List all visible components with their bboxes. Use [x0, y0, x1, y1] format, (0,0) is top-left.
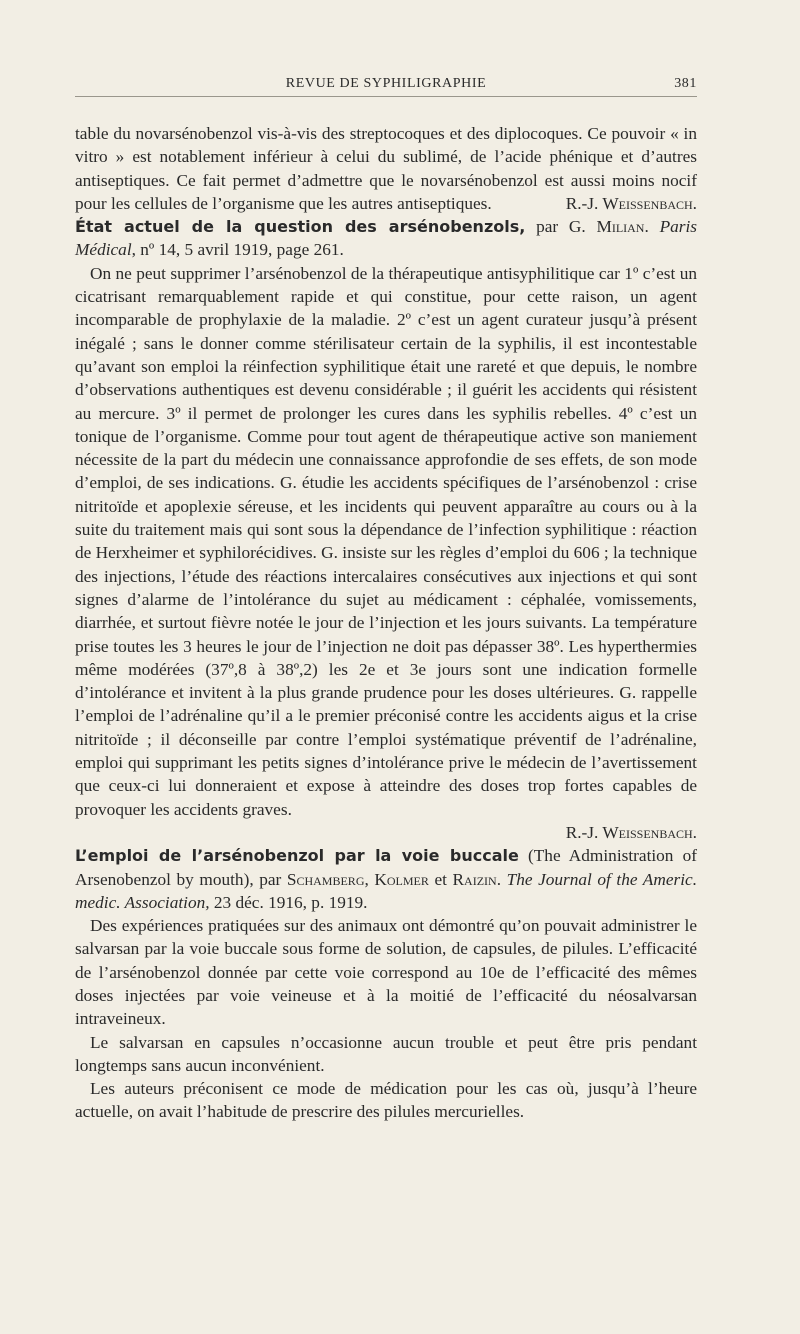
review-paragraph: Des expériences pratiquées sur des animaux ont démontré qu’on pouvait administrer le salvarsan par la voie buccale sous forme de solution, de capsules, de pilules. L’efficacité de l’arsénobenzol donnée par cette voie correspond au 10e de l’efficacité des mêmes doses injectées par voie veineuse et à la moitié de l’efficacité du néosalvarsan intraveineux. — [75, 916, 697, 1029]
review-sep: . — [496, 869, 507, 889]
article-body — [75, 122, 697, 1124]
review-source-details: 23 déc. 1916, p. 1919. — [209, 892, 368, 912]
review-signature: R.-J. Weissenbach. — [565, 822, 697, 842]
review-title: État actuel de la question des arsénobenzols, — [75, 217, 526, 237]
review-paragraph: Le salvarsan en capsules n’occasionne aucun trouble et peut être pris pendant longtemps sans aucun inconvénient. — [75, 1032, 697, 1075]
review-paragraph: Les auteurs préconisent ce mode de médication pour les cas où, jusqu’à l’heure actuelle, on avait l’habitude de prescrire des pilules mercurielles. — [75, 1079, 697, 1122]
review-heading — [75, 215, 697, 262]
page-number: 381 — [674, 76, 697, 91]
review-english-title: (The Administration of Arsenobenzol by mouth), par — [75, 846, 697, 889]
review-title: L’emploi de l’arsénobenzol par la voie buccale — [75, 846, 519, 866]
review-source-details: , nº 14, 5 avril 1919, page 261. — [131, 240, 344, 260]
review-source-journal: Paris Médical — [75, 217, 698, 260]
review-author: Kolmer — [374, 869, 429, 889]
review-sep: , — [364, 869, 375, 889]
journal-title: REVUE DE SYPHILIGRAPHIE — [285, 76, 487, 91]
review-continuation — [75, 122, 697, 215]
review-signature: R.-J. Weissenbach. — [565, 193, 697, 213]
review-paragraph: On ne peut supprimer l’arsénobenzol de la thérapeutique antisyphilitique car 1º c’est un cicatrisant remarquablement rapide et qui constitue, pour cette raison, un agent incomparable de prophylaxie de la maladie. 2º c’est un agent curateur jusqu’à présent inégalé ; sans le donner comme stérilisateur certain de la syphilis, il est incontestable qu’avant son emploi la réinfection syphilitique était une rareté et que depuis, le nombre d’observations authentiques est devenu considérable ; il guérit les accidents qui résistent au mercure. 3º il permet de prolonger les cures dans les syphilis rebelles. 4º c’est un tonique de l’organisme. Comme pour tout agent de thérapeutique active son maniement nécessite de la part du médecin une connaissance approfondie de ses effets, de son mode d’emploi, de ses indications. G. étudie les accidents spécifiques de l’arsénobenzol : crise nitritoïde et apoplexie séreuse, et les incidents qui peuvent apparaître au cours ou à la suite du traitement mais qui sont sous la dépendance de l’infection syphilitique : réaction de Herxheimer et syphilorécidives. G. insiste sur les règles d’emploi du 606 ; la technique des injections, l’étude des réactions intercalaires consécutives aux injections et qui sont signes d’alarme de l’intolérance du sujet au médicament : céphalée, vomissements, diarrhée, et surtout fièvre notée le jour de l’injection et les jours suivants. La température prise toutes les 3 heures le jour de l’injection ne doit pas dépasser 38º. Les hyperthermies même modérées (37º,8 à 38º,2) les 2e et 3e jours sont une indication formelle d’intolérance et invitent à la plus grande prudence pour les doses ultérieures. G. rappelle l’emploi de l’adrénaline qu’il a le premier préconisé contre les accidents aigus et la crise nitritoïde ; il déconseille par contre l’emploi systématique préventif de l’adrénaline, emploi qui supprimant les petits signes d’intolérance prive le médecin de l’avertissement que ceux-ci lui donneraient et expose à atteindre des doses trop fortes capables de provoquer les accidents graves. — [75, 263, 697, 819]
review-by: par — [525, 217, 569, 237]
page — [75, 70, 697, 1124]
review-author: Raizin — [452, 869, 497, 889]
review-sep: . — [644, 217, 660, 237]
review-heading — [75, 844, 697, 914]
review-author: Schamberg — [286, 869, 365, 889]
review-sep: et — [428, 869, 453, 889]
review-text: table du novarsénobenzol vis-à-vis des streptocoques et des diplocoques. Ce pouvoir « in vitro » est notablement inférieur à celui du sublimé, de l’acide phénique et d’autres antiseptiques. Ce fait permet d’admettre que le novarsénobenzol est aussi moins nocif pour les cellules de l’organisme que les autres antiseptiques. — [75, 124, 697, 213]
running-head — [75, 70, 697, 97]
review-source-journal: The Journal of the Americ. medic. Association, — [75, 869, 698, 912]
review-author: G. Milian — [568, 217, 645, 237]
